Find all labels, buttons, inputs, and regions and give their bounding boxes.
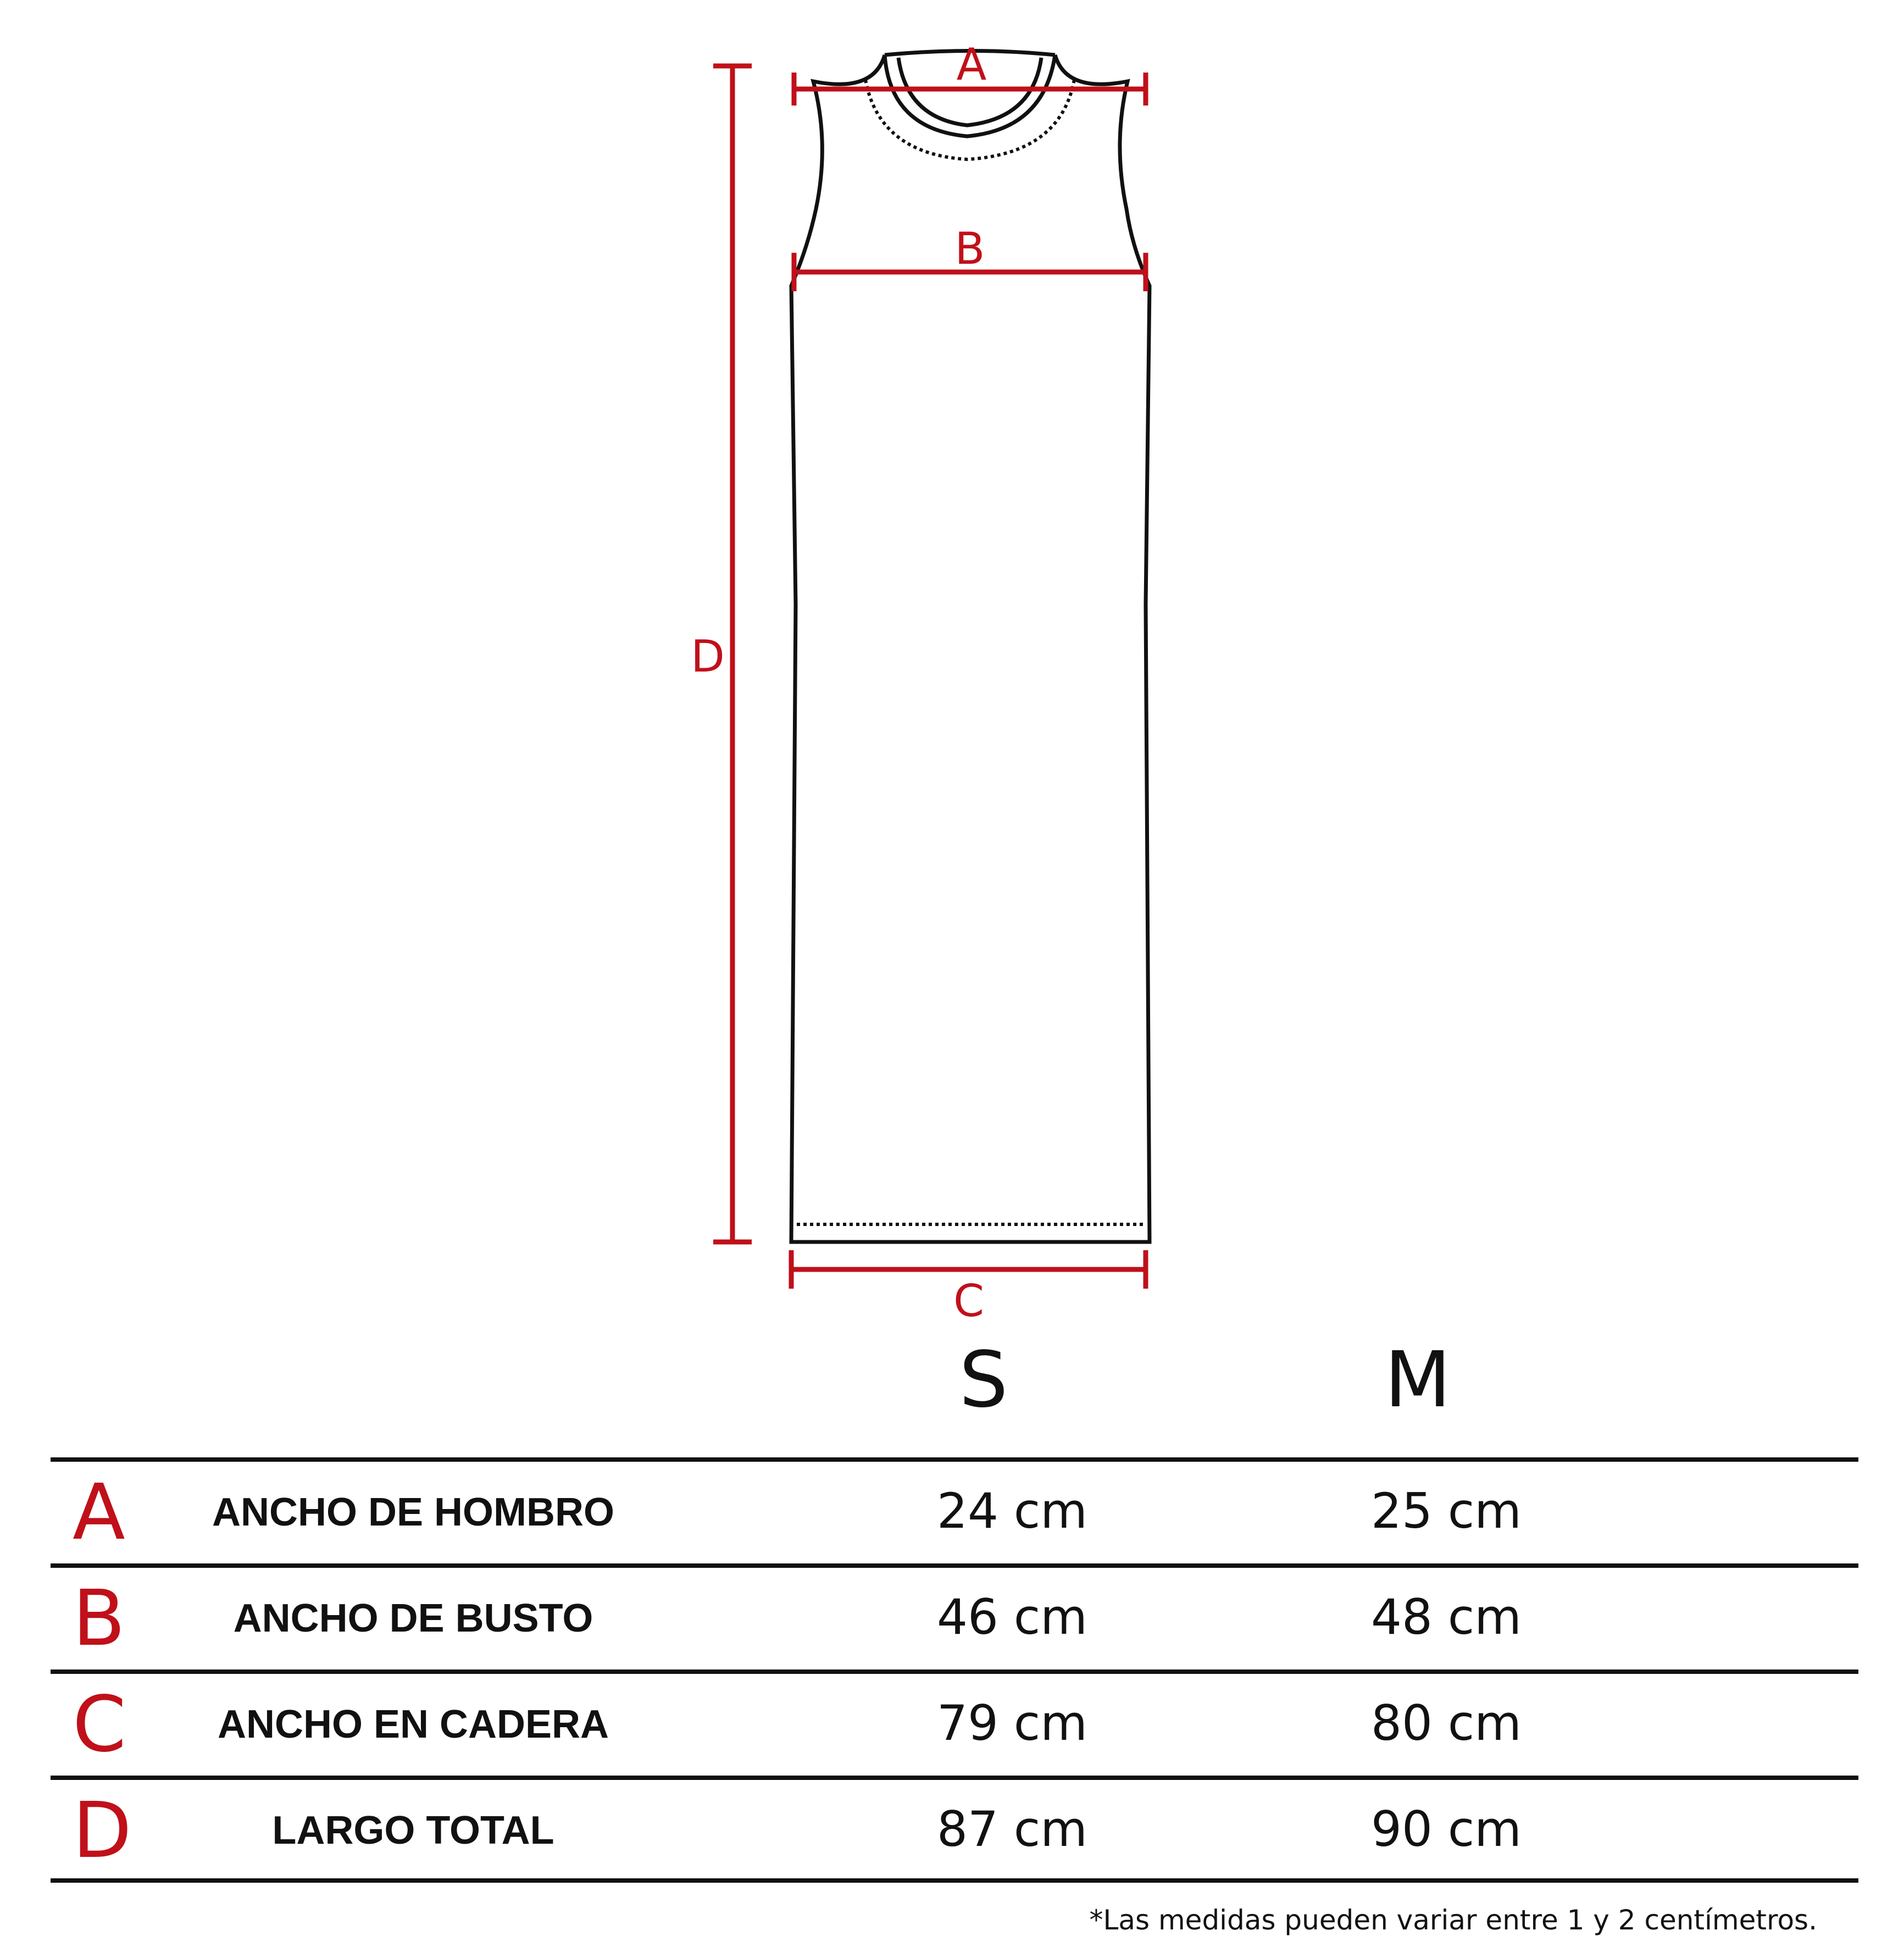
footnote: *Las medidas pueden variar entre 1 y 2 centímetros.: [1089, 1904, 1817, 1936]
row-letter: D: [73, 1786, 132, 1876]
measure-c-label: C: [953, 1275, 984, 1327]
row-name: ANCHO DE HOMBRO: [212, 1490, 614, 1534]
row-letter: C: [73, 1680, 126, 1770]
row-value-m: 90 cm: [1370, 1801, 1522, 1857]
row-value-s: 24 cm: [936, 1483, 1088, 1539]
row-value-s: 79 cm: [936, 1695, 1088, 1751]
measure-d-label: D: [691, 631, 725, 682]
table-row-a: [51, 1462, 1858, 1563]
row-value-s: 46 cm: [936, 1589, 1088, 1645]
table-row-c: [51, 1674, 1858, 1776]
size-header-s: S: [959, 1335, 1008, 1425]
table-rule-bottom: [51, 1878, 1858, 1883]
row-value-m: 25 cm: [1370, 1483, 1522, 1539]
row-name: ANCHO DE BUSTO: [233, 1596, 593, 1640]
row-value-s: 87 cm: [936, 1801, 1088, 1857]
measure-b-label: B: [954, 223, 985, 274]
table-rule: [51, 1563, 1858, 1568]
size-header-m: M: [1384, 1335, 1451, 1425]
row-value-m: 48 cm: [1370, 1589, 1522, 1645]
row-letter: A: [73, 1468, 125, 1557]
row-name: ANCHO EN CADERA: [217, 1702, 609, 1746]
table-rule-top: [51, 1457, 1858, 1462]
row-letter: B: [73, 1574, 126, 1663]
measure-a-label: A: [956, 39, 987, 90]
table-rule: [51, 1669, 1858, 1674]
row-name: LARGO TOTAL: [272, 1809, 554, 1852]
row-value-m: 80 cm: [1370, 1695, 1522, 1751]
table-row-d: [51, 1780, 1858, 1882]
table-rule: [51, 1776, 1858, 1780]
table-row-b: [51, 1568, 1858, 1669]
